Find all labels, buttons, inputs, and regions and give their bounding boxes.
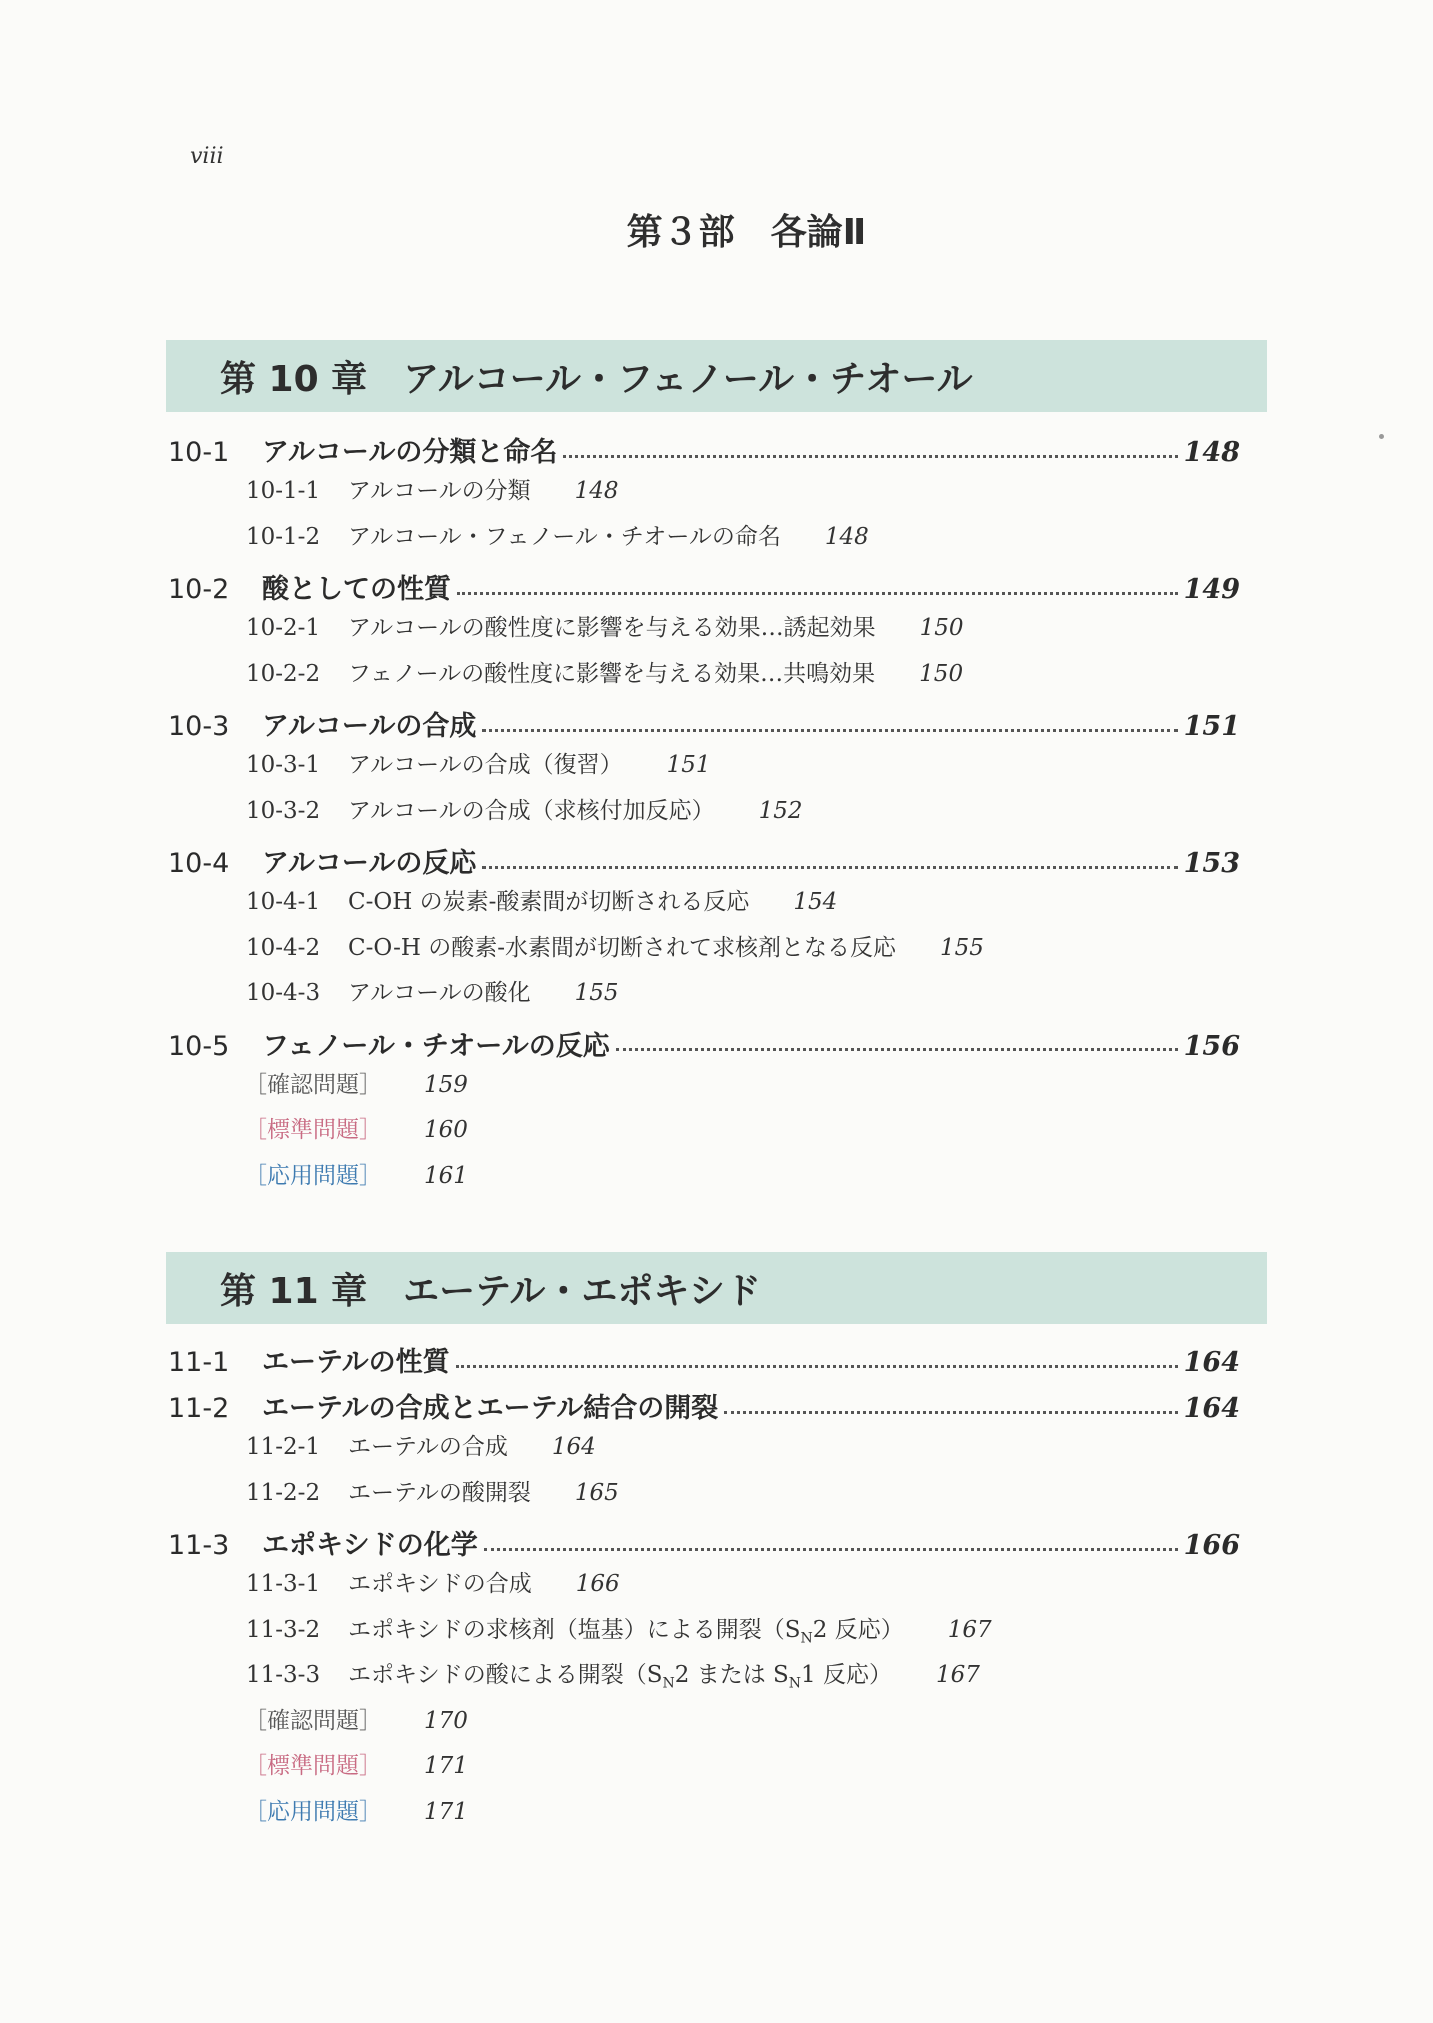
- subsection-title: エーテルの酸開裂: [348, 1479, 531, 1506]
- section-page: 166: [1183, 1530, 1240, 1561]
- confirm-problems[interactable]: [244, 1066, 468, 1099]
- subsection-number: 10-2-1: [246, 615, 321, 641]
- subsection-page: 151: [666, 752, 711, 778]
- chapter-heading-11: [166, 1252, 1267, 1324]
- problem-label: ［応用問題］: [244, 1162, 382, 1189]
- subsection-title: アルコールの酸性度に影響を与える効果…誘起効果: [348, 615, 876, 641]
- scan-speck: [1379, 434, 1384, 439]
- toc-subsection-entry[interactable]: [246, 974, 619, 1007]
- subsection-title: アルコール・フェノール・チオールの命名: [348, 523, 781, 550]
- subsection-number: 11-3-3: [246, 1662, 321, 1688]
- problem-page: 161: [424, 1162, 468, 1189]
- problem-label: ［標準問題］: [244, 1753, 382, 1779]
- toc-subsection-entry[interactable]: [246, 1474, 619, 1507]
- toc-subsection-entry[interactable]: [246, 1611, 992, 1647]
- section-title: エーテルの性質: [262, 1347, 450, 1378]
- applied-problems[interactable]: [244, 1793, 468, 1826]
- toc-subsection-entry[interactable]: [246, 792, 803, 825]
- chapter-heading-10: [166, 340, 1267, 412]
- section-page: 148: [1183, 437, 1240, 468]
- dot-leader: [484, 1548, 1178, 1551]
- subsection-number: 10-1-2: [246, 523, 321, 550]
- chapter-title: 第 10 章 アルコール・フェノール・チオール: [220, 358, 973, 400]
- subsection-page: 165: [574, 1479, 619, 1506]
- problem-page: 170: [424, 1707, 468, 1734]
- dot-leader: [482, 866, 1177, 869]
- subsection-number: 10-3-2: [246, 797, 321, 824]
- toc-subsection-entry[interactable]: [246, 1565, 620, 1598]
- problem-page: 171: [424, 1798, 468, 1825]
- subsection-title: アルコールの酸化: [348, 980, 531, 1006]
- toc-subsection-entry[interactable]: [246, 472, 619, 505]
- applied-problems[interactable]: [244, 1157, 468, 1190]
- toc-subsection-entry[interactable]: [246, 655, 963, 688]
- toc-section-entry[interactable]: [168, 704, 1240, 744]
- problem-label: ［確認問題］: [244, 1707, 382, 1734]
- dot-leader: [563, 455, 1177, 458]
- section-number: 10-4: [168, 848, 230, 879]
- section-title: エポキシドの化学: [262, 1530, 478, 1561]
- dot-leader: [457, 592, 1178, 595]
- dot-leader: [724, 1411, 1177, 1414]
- subsection-page: 150: [919, 660, 964, 687]
- toc-section-entry[interactable]: [168, 1523, 1240, 1563]
- dot-leader: [616, 1048, 1178, 1051]
- problem-label: ［標準問題］: [244, 1117, 382, 1143]
- subsection-number: 11-3-1: [246, 1571, 321, 1597]
- section-number: 11-1: [168, 1347, 230, 1378]
- section-page: 156: [1183, 1030, 1240, 1062]
- subsection-title: フェノールの酸性度に影響を与える効果…共鳴効果: [348, 660, 876, 687]
- problem-label: ［確認問題］: [244, 1071, 382, 1098]
- subsection-title: アルコールの合成（求核付加反応）: [348, 797, 715, 824]
- subsection-title: C-OH の炭素-酸素間が切断される反応: [348, 889, 750, 915]
- toc-subsection-entry[interactable]: [246, 1428, 596, 1461]
- section-title: アルコールの合成: [262, 711, 477, 742]
- section-title: 酸としての性質: [262, 574, 451, 605]
- subsection-number: 10-3-1: [246, 752, 321, 778]
- toc-section-entry[interactable]: [168, 430, 1240, 470]
- standard-problems[interactable]: [244, 1111, 468, 1144]
- toc-subsection-entry[interactable]: [246, 883, 837, 916]
- part-title: 第３部 各論Ⅱ: [626, 212, 867, 253]
- subscript: N: [662, 1675, 675, 1692]
- subscript: N: [800, 1630, 813, 1647]
- section-number: 11-3: [168, 1530, 230, 1561]
- dot-leader: [482, 729, 1177, 732]
- section-page: 153: [1183, 848, 1240, 879]
- problem-page: 171: [424, 1753, 468, 1779]
- subsection-title: エーテルの合成: [348, 1434, 508, 1460]
- section-page: 164: [1183, 1347, 1240, 1378]
- toc-section-entry[interactable]: [168, 1024, 1240, 1064]
- subsection-title: エポキシドの求核剤（塩基）による開裂（$S_N2$ 反応）: [348, 1616, 904, 1647]
- standard-problems[interactable]: [244, 1747, 468, 1780]
- subsection-page: 155: [574, 980, 619, 1006]
- section-number: 10-1: [168, 437, 230, 468]
- section-number: 10-2: [168, 574, 230, 605]
- section-page: 151: [1183, 711, 1240, 742]
- subsection-number: 10-1-1: [246, 478, 321, 504]
- subsection-page: 152: [758, 797, 803, 824]
- toc-section-entry[interactable]: [168, 1340, 1240, 1380]
- subsection-page: 150: [919, 615, 964, 641]
- dot-leader: [456, 1365, 1178, 1368]
- toc-subsection-entry[interactable]: [246, 929, 984, 962]
- toc-section-entry[interactable]: [168, 567, 1240, 607]
- subsection-number: 10-4-3: [246, 980, 321, 1006]
- toc-section-entry[interactable]: [168, 841, 1240, 881]
- section-number: 11-2: [168, 1393, 230, 1424]
- section-title: アルコールの分類と命名: [262, 437, 558, 468]
- subsection-title: アルコールの分類: [348, 478, 531, 504]
- subsection-title: エポキシドの合成: [348, 1571, 532, 1597]
- page-number: viii: [190, 144, 224, 169]
- toc-subsection-entry[interactable]: [246, 518, 869, 551]
- subsection-title: C-O-H の酸素-水素間が切断されて求核剤となる反応: [348, 934, 896, 961]
- problem-page: 159: [424, 1071, 468, 1098]
- subsection-page: 164: [551, 1434, 596, 1460]
- section-title: フェノール・チオールの反応: [262, 1030, 610, 1062]
- section-page: 149: [1183, 574, 1240, 605]
- section-title: アルコールの反応: [262, 848, 477, 879]
- subsection-number: 10-2-2: [246, 660, 321, 687]
- section-number: 10-5: [168, 1030, 230, 1062]
- subsection-title: アルコールの合成（復習）: [348, 752, 623, 778]
- subsection-number: 10-4-1: [246, 889, 321, 915]
- toc-subsection-entry[interactable]: [246, 1656, 980, 1692]
- subsection-page: 167: [947, 1616, 992, 1643]
- problem-label: ［応用問題］: [244, 1798, 382, 1825]
- toc-subsection-entry[interactable]: [246, 746, 711, 779]
- toc-section-entry[interactable]: [168, 1386, 1240, 1426]
- problem-page: 160: [424, 1117, 468, 1143]
- section-number: 10-3: [168, 711, 230, 742]
- subsection-page: 155: [939, 934, 984, 961]
- subsection-page: 166: [575, 1571, 620, 1597]
- subsection-number: 11-2-1: [246, 1434, 321, 1460]
- subsection-page: 167: [936, 1662, 980, 1688]
- subscript: N: [788, 1675, 802, 1692]
- toc-subsection-entry[interactable]: [246, 609, 964, 642]
- subsection-page: 154: [793, 889, 838, 915]
- subsection-number: 11-2-2: [246, 1479, 321, 1506]
- subsection-number: 11-3-2: [246, 1616, 321, 1643]
- section-page: 164: [1183, 1393, 1240, 1424]
- section-title: エーテルの合成とエーテル結合の開裂: [262, 1393, 719, 1424]
- subsection-number: 10-4-2: [246, 934, 321, 961]
- subsection-page: 148: [574, 478, 619, 504]
- chapter-title: 第 11 章 エーテル・エポキシド: [220, 1270, 762, 1312]
- confirm-problems[interactable]: [244, 1702, 468, 1735]
- subsection-title: エポキシドの酸による開裂（$S_N2$ または $S_N1$ 反応）: [348, 1662, 892, 1692]
- subsection-page: 148: [824, 523, 869, 550]
